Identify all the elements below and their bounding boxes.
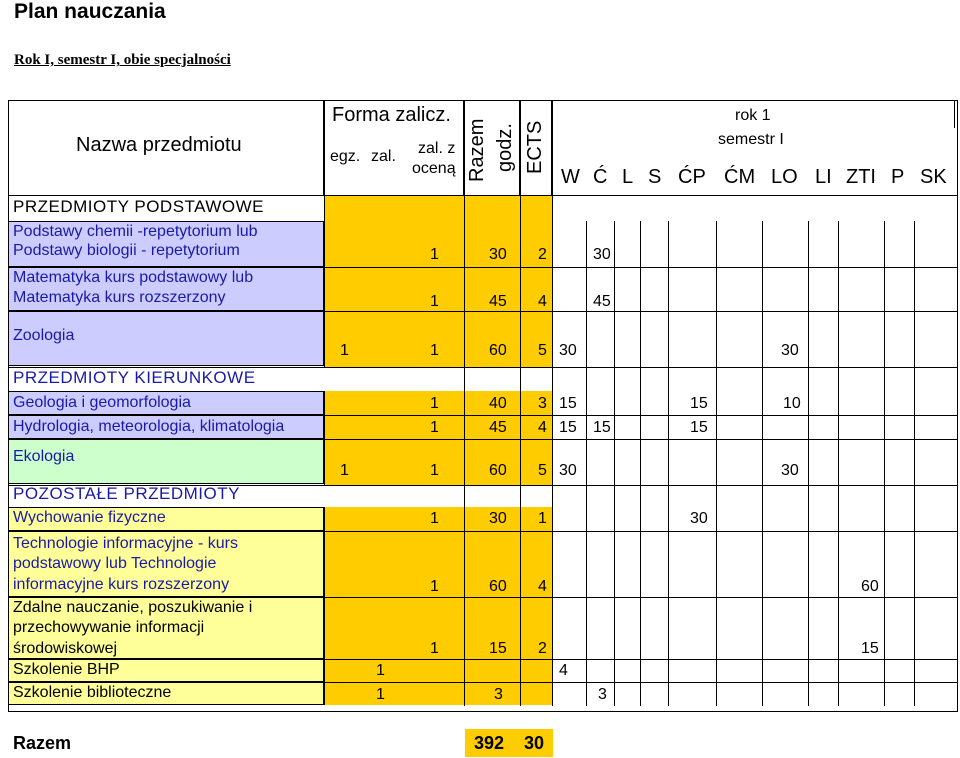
vline-ects — [520, 196, 521, 706]
ekologia-ects: 5 — [538, 462, 547, 479]
header-type-li: LI — [815, 166, 832, 188]
row-biblioteka-name: Szkolenie biblioteczne — [13, 684, 172, 701]
vline-cm — [762, 221, 763, 706]
header-zal-ocena-1: zal. z — [418, 140, 456, 157]
ti-zti: 60 — [861, 578, 879, 595]
geologia-cp: 15 — [690, 395, 708, 412]
header-type-c: Ć — [593, 166, 608, 188]
chemia-ects: 2 — [538, 246, 547, 263]
ti-zal-ocena: 1 — [430, 578, 439, 595]
header-type-zti: ZTI — [846, 166, 876, 188]
hline-8 — [324, 597, 958, 598]
geologia-lo: 10 — [783, 395, 801, 412]
row-zdalne-name-3: środowiskowej — [13, 640, 118, 657]
vline-s — [668, 221, 669, 706]
header-type-cp: ĆP — [678, 166, 706, 188]
chemia-zal-ocena: 1 — [430, 246, 439, 263]
row-chemia-name-1: Podstawy chemii -repetytorium lub — [13, 223, 258, 240]
zoologia-w: 30 — [559, 342, 577, 359]
header-type-sk: SK — [920, 166, 947, 188]
geologia-zal-ocena: 1 — [430, 395, 439, 412]
header-type-s: S — [648, 166, 662, 188]
hydrologia-godz: 45 — [489, 419, 507, 436]
header-razem: Razem — [466, 118, 488, 182]
header-type-w: W — [561, 166, 580, 188]
ekologia-w: 30 — [559, 462, 577, 479]
header-type-lo: LO — [771, 166, 798, 188]
bhp-zal: 1 — [376, 662, 385, 679]
hline-4 — [324, 415, 958, 416]
zdalne-ects: 2 — [538, 640, 547, 657]
bhp-w: 4 — [559, 662, 568, 679]
ekologia-zal-ocena: 1 — [430, 462, 439, 479]
orange-block-3 — [324, 507, 552, 705]
ekologia-cm: 30 — [781, 462, 799, 479]
header-type-p: P — [891, 166, 905, 188]
header-zal-ocena-2: oceną — [412, 160, 456, 177]
header-rok: rok 1 — [735, 107, 771, 124]
zdalne-zal-ocena: 1 — [430, 640, 439, 657]
row-matematyka-name-2: Matematyka kurs rozszerzony — [13, 289, 226, 306]
header-forma-label: Forma zalicz. — [332, 104, 451, 126]
zoologia-godz: 60 — [489, 342, 507, 359]
row-zoologia-name: Zoologia — [13, 327, 75, 344]
hydrologia-zal-ocena: 1 — [430, 419, 439, 436]
wf-ects: 1 — [538, 510, 547, 527]
header-type-l: L — [622, 166, 634, 188]
vline-rok — [552, 196, 553, 706]
header-egz: egz. — [330, 148, 361, 165]
hline-9 — [324, 659, 958, 660]
hline-7 — [324, 531, 958, 532]
ekologia-godz: 60 — [489, 462, 507, 479]
row-matematyka-name-1: Matematyka kurs podstawowy lub — [13, 269, 254, 286]
header-semestr: semestr I — [718, 131, 784, 148]
vline-zti — [884, 221, 885, 706]
vline-cp — [716, 221, 717, 706]
header-subject-label: Nazwa przedmiotu — [76, 134, 242, 156]
wf-godz: 30 — [489, 510, 507, 527]
chemia-w: 30 — [593, 246, 611, 263]
geologia-w: 15 — [559, 395, 577, 412]
zoologia-zal-ocena: 1 — [430, 342, 439, 359]
geologia-godz: 40 — [489, 395, 507, 412]
row-hydrologia-name: Hydrologia, meteorologia, klimatologia — [13, 418, 285, 435]
vline-c — [614, 221, 615, 706]
matematyka-godz: 45 — [489, 293, 507, 310]
geologia-ects: 3 — [538, 395, 547, 412]
section-kierunkowe: PRZEDMIOTY KIERUNKOWE — [13, 368, 256, 387]
hline-1 — [324, 267, 958, 268]
vline-li — [838, 221, 839, 706]
row-zdalne-name-1: Zdalne nauczanie, poszukiwanie i — [13, 599, 253, 616]
row-wf-name: Wychowanie fizyczne — [13, 509, 166, 526]
row-geologia-name: Geologia i geomorfologia — [13, 394, 191, 411]
biblioteka-w: 3 — [598, 686, 607, 703]
section-podstawowe: PRZEDMIOTY PODSTAWOWE — [13, 197, 265, 216]
zdalne-godz: 15 — [489, 640, 507, 657]
vline-l — [640, 221, 641, 706]
header-zal: zal. — [371, 148, 396, 165]
page-subtitle: Rok I, semestr I, obie specjalności — [14, 52, 231, 68]
row-chemia-name-2: Podstawy biologii - repetytorium — [13, 242, 240, 259]
vline-lo — [808, 221, 809, 706]
matematyka-w: 45 — [593, 293, 611, 310]
hydrologia-c: 15 — [593, 419, 611, 436]
footer-ects: 30 — [524, 733, 545, 753]
vline-w — [586, 221, 587, 706]
header-ects: ECTS — [524, 120, 546, 174]
zoologia-egz: 1 — [340, 342, 349, 359]
chemia-godz: 30 — [489, 246, 507, 263]
matematyka-zal-ocena: 1 — [430, 293, 439, 310]
row-ti-name-2: podstawowy lub Technologie — [13, 555, 217, 572]
row-ekologia-name: Ekologia — [13, 448, 75, 465]
vline-razem — [464, 196, 465, 706]
zoologia-cm: 30 — [781, 342, 799, 359]
row-bhp-name: Szkolenie BHP — [13, 661, 120, 678]
header-godz: godz. — [494, 123, 516, 172]
footer-razem-label: Razem — [13, 733, 72, 753]
hline-5 — [324, 439, 958, 440]
wf-cp: 30 — [690, 510, 708, 527]
row-ti-name-1: Technologie informacyjne - kurs — [13, 535, 238, 552]
zdalne-zti: 15 — [861, 640, 879, 657]
ti-ects: 4 — [538, 578, 547, 595]
matematyka-ects: 4 — [538, 293, 547, 310]
wf-zal-ocena: 1 — [430, 510, 439, 527]
footer-godz: 392 — [474, 733, 505, 753]
biblioteka-zal: 1 — [376, 686, 385, 703]
hydrologia-cp: 15 — [690, 419, 708, 436]
page-title: Plan nauczania — [14, 0, 166, 23]
section-pozostale: POZOSTAŁE PRZEDMIOTY — [13, 484, 240, 503]
hline-10 — [324, 682, 958, 683]
header-type-cm: ĆM — [724, 166, 756, 188]
ekologia-egz: 1 — [340, 462, 349, 479]
zoologia-ects: 5 — [538, 342, 547, 359]
row-zdalne-name-2: przechowywanie informacji — [13, 619, 205, 636]
vline-p — [914, 221, 915, 706]
biblioteka-godz: 3 — [494, 686, 503, 703]
ti-godz: 60 — [489, 578, 507, 595]
row-ti-name-3: informacyjne kurs rozszerzony — [13, 576, 230, 593]
hline-2 — [324, 311, 958, 312]
hydrologia-ects: 4 — [538, 419, 547, 436]
hydrologia-w: 15 — [559, 419, 577, 436]
header-right-bar — [954, 100, 958, 128]
